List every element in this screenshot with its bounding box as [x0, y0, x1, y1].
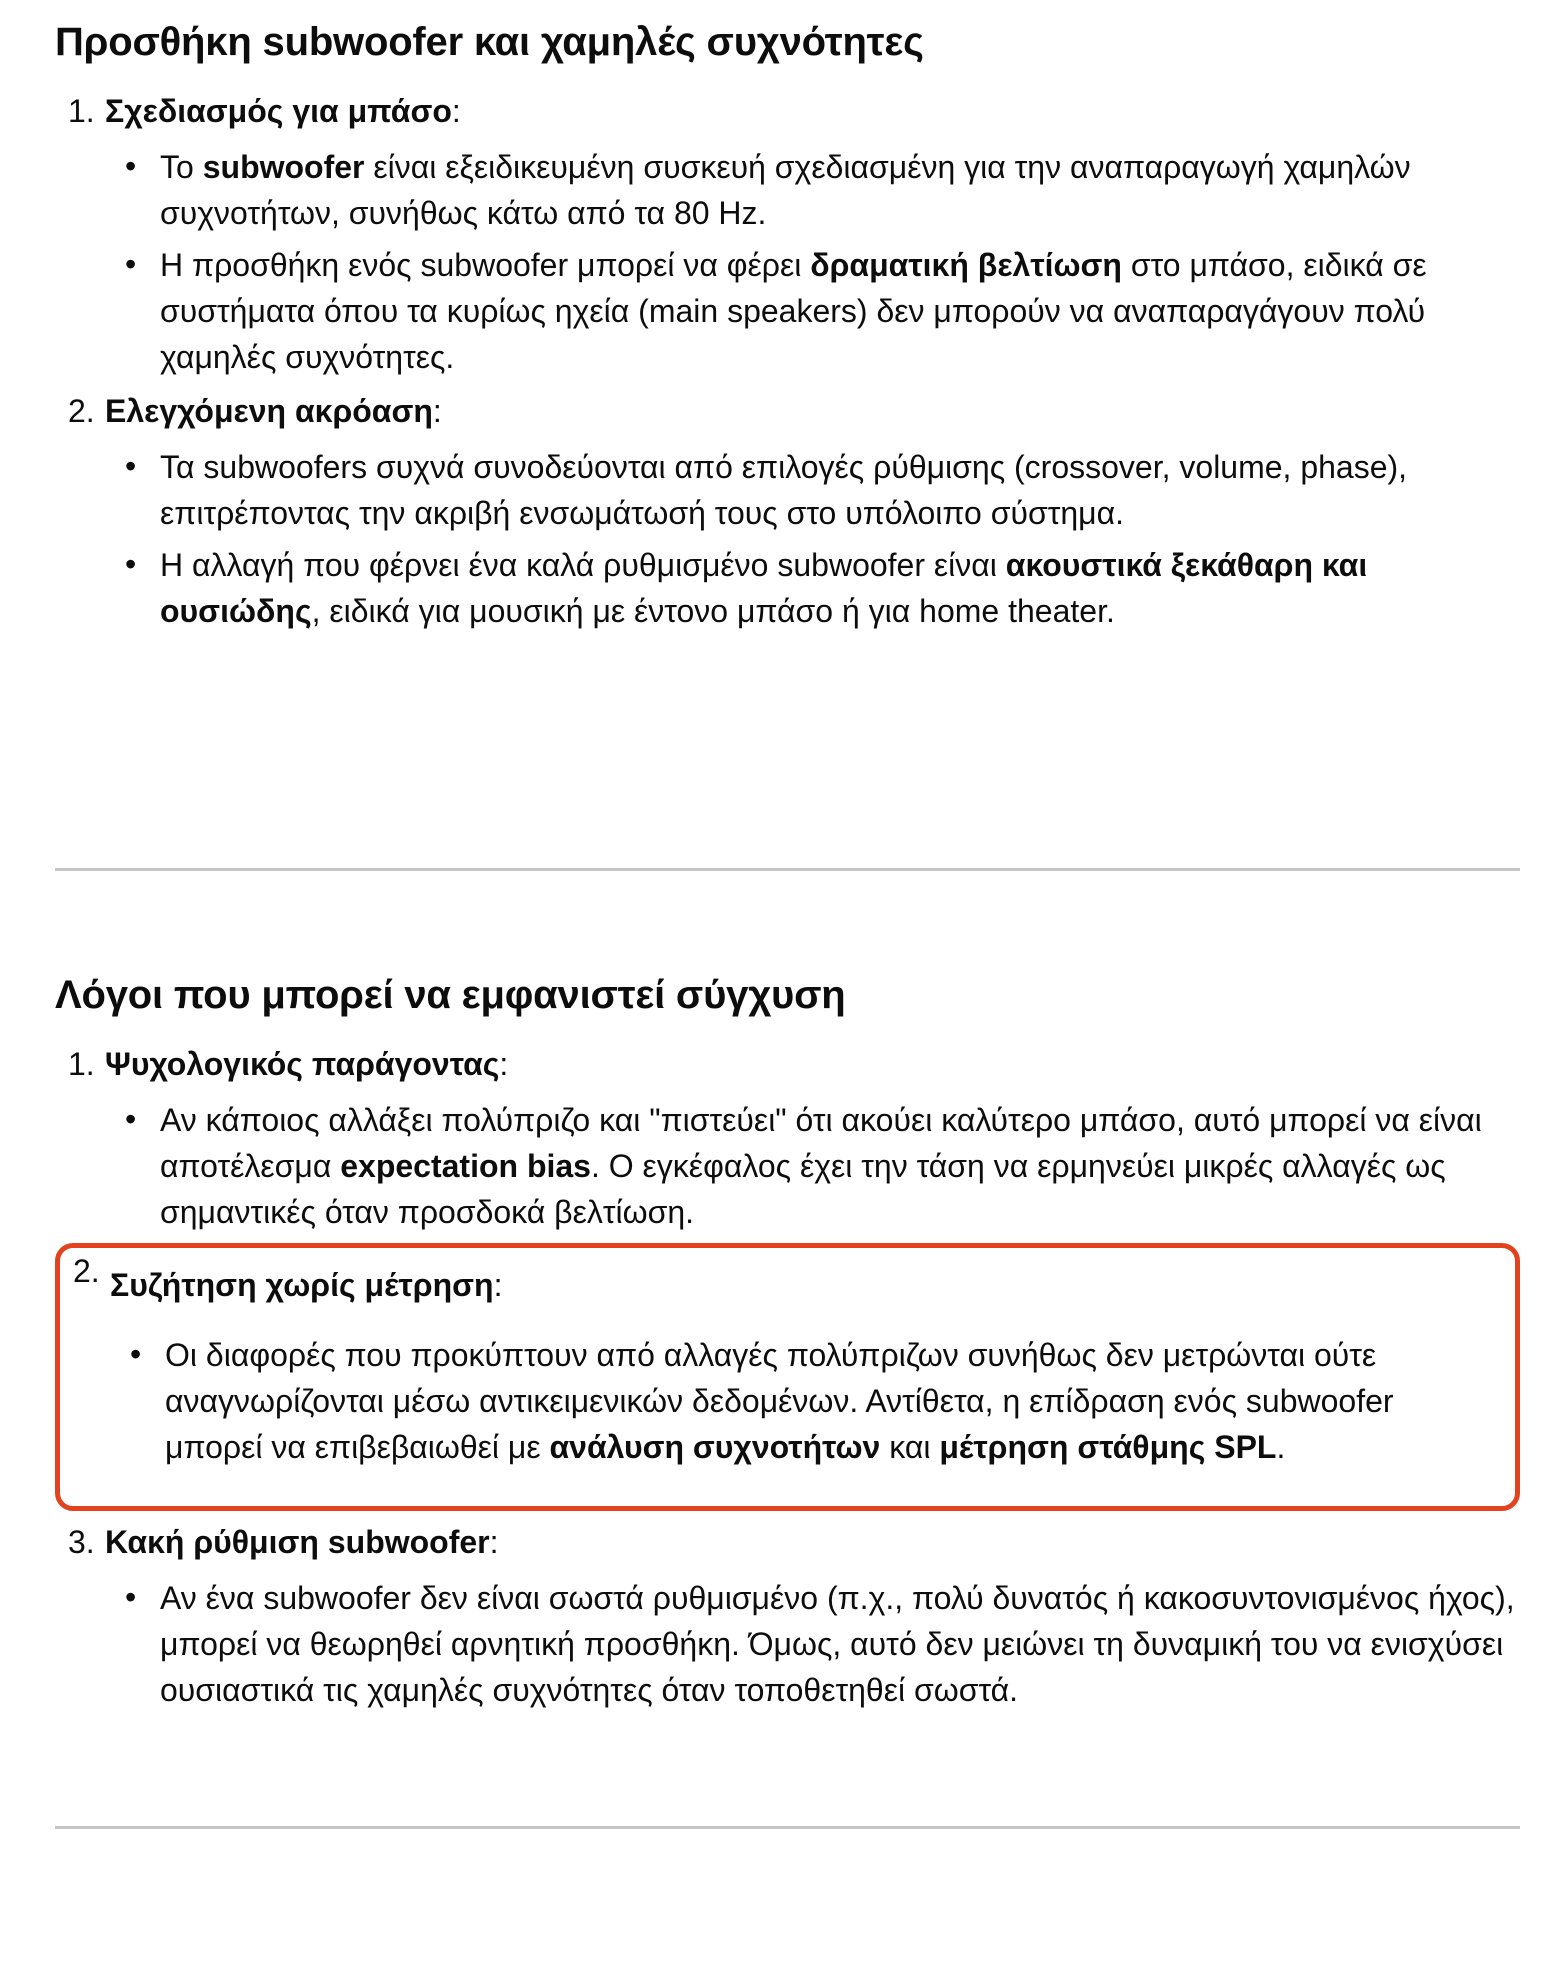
bullet-list — [105, 1575, 1520, 1713]
list-item — [55, 1519, 1520, 1713]
list-item-term: 1. Ψυχολογικός παράγοντας: — [105, 1041, 1520, 1087]
list-number: 1. — [68, 93, 95, 129]
section-heading: Προσθήκη subwoofer και χαμηλές συχνότητες — [55, 20, 924, 64]
bullet-marker-icon: • — [125, 1101, 137, 1137]
bullet-text: Αν ένα subwoofer δεν είναι σωστά ρυθμισμένο (π.χ., πολύ δυνατός ή κακοσυντονισμένος ήχος), μπορεί να θεωρηθεί αρνητική προσθήκη. Όμως, αυτό δεν μειώνει τη δυναμική του να ενισχύσει ουσιαστικά τις χαμηλές συχνότητες όταν τοποθετηθεί σωστά. — [160, 1580, 1515, 1708]
list-number: 3. — [68, 1524, 95, 1560]
bullet-text: Αν κάποιος αλλάξει πολύπριζο και "πιστεύει" ότι ακούει καλύτερο μπάσο, αυτό μπορεί να είναι αποτέλεσμα expectation bias. Ο εγκέφαλος έχει την τάση να ερμηνεύει μικρές αλλαγές ως σημαντικές όταν προσδοκά βελτίωση. — [160, 1102, 1482, 1230]
bullet-list — [110, 1332, 1495, 1470]
list-item — [55, 1041, 1520, 1235]
bullet-marker-icon: • — [130, 1336, 142, 1372]
bullet-text: Οι διαφορές που προκύπτουν από αλλαγές πολύπριζων συνήθως δεν μετρώνται ούτε αναγνωρίζονται μέσω αντικειμενικών δεδομένων. Αντίθετα, η επίδραση ενός subwoofer μπορεί να επιβεβαιωθεί με ανάλυση συχνοτήτων και μέτρηση στάθμης SPL. — [165, 1337, 1394, 1465]
list-number: 2. — [68, 393, 95, 429]
list-item-term: 2. Ελεγχόμενη ακρόαση: — [105, 388, 1520, 434]
list-item — [55, 388, 1520, 634]
list-item — [55, 88, 1520, 380]
bullet-marker-icon: • — [125, 148, 137, 184]
bullet-list — [105, 144, 1520, 380]
bullet-item — [105, 144, 1520, 236]
list-item-term: 3. Κακή ρύθμιση subwoofer: — [105, 1519, 1520, 1565]
bullet-list — [105, 1097, 1520, 1235]
highlighted-list-item — [55, 1243, 1520, 1511]
bullet-text: Τα subwoofers συχνά συνοδεύονται από επιλογές ρύθμισης (crossover, volume, phase), επιτρέποντας την ακριβή ενσωμάτωσή τους στο υπόλοιπο σύστημα. — [160, 449, 1408, 531]
bullet-list — [105, 444, 1520, 634]
bullet-marker-icon: • — [125, 448, 137, 484]
bullet-marker-icon: • — [125, 546, 137, 582]
bullet-text: Το subwoofer είναι εξειδικευμένη συσκευή σχεδιασμένη για την αναπαραγωγή χαμηλών συχνοτήτων, συνήθως κάτω από τα 80 Hz. — [160, 149, 1411, 231]
bullet-marker-icon: • — [125, 246, 137, 282]
numbered-list — [55, 1041, 1520, 1713]
section-subwoofer — [55, 18, 1520, 634]
list-number: 2. — [73, 1253, 100, 1289]
section-divider — [55, 1826, 1520, 1829]
bullet-item — [105, 242, 1520, 380]
bullet-item — [110, 1332, 1495, 1470]
bullet-text: Η αλλαγή που φέρνει ένα καλά ρυθμισμένο subwoofer είναι ακουστικά ξεκάθαρη και ουσιώδης, ειδικά για μουσική με έντονο μπάσο ή για home theater. — [160, 547, 1368, 629]
numbered-list — [55, 88, 1520, 634]
section-heading: Λόγοι που μπορεί να εμφανιστεί σύγχυση — [55, 973, 846, 1017]
section-divider — [55, 868, 1520, 871]
bullet-item — [105, 1097, 1520, 1235]
list-item-term: 2. Συζήτηση χωρίς μέτρηση: — [110, 1262, 1495, 1308]
bullet-marker-icon: • — [125, 1579, 137, 1615]
bullet-text: Η προσθήκη ενός subwoofer μπορεί να φέρει δραματική βελτίωση στο μπάσο, ειδικά σε συστήματα όπου τα κυρίως ηχεία (main speakers) δεν μπορούν να αναπαραγάγουν πολύ χαμηλές συχνότητες. — [160, 247, 1427, 375]
section-confusion — [55, 971, 1520, 1713]
bullet-item — [105, 1575, 1520, 1713]
list-item-term: 1. Σχεδιασμός για μπάσο: — [105, 88, 1520, 134]
bullet-item — [105, 444, 1520, 536]
list-number: 1. — [68, 1046, 95, 1082]
bullet-item — [105, 542, 1520, 634]
